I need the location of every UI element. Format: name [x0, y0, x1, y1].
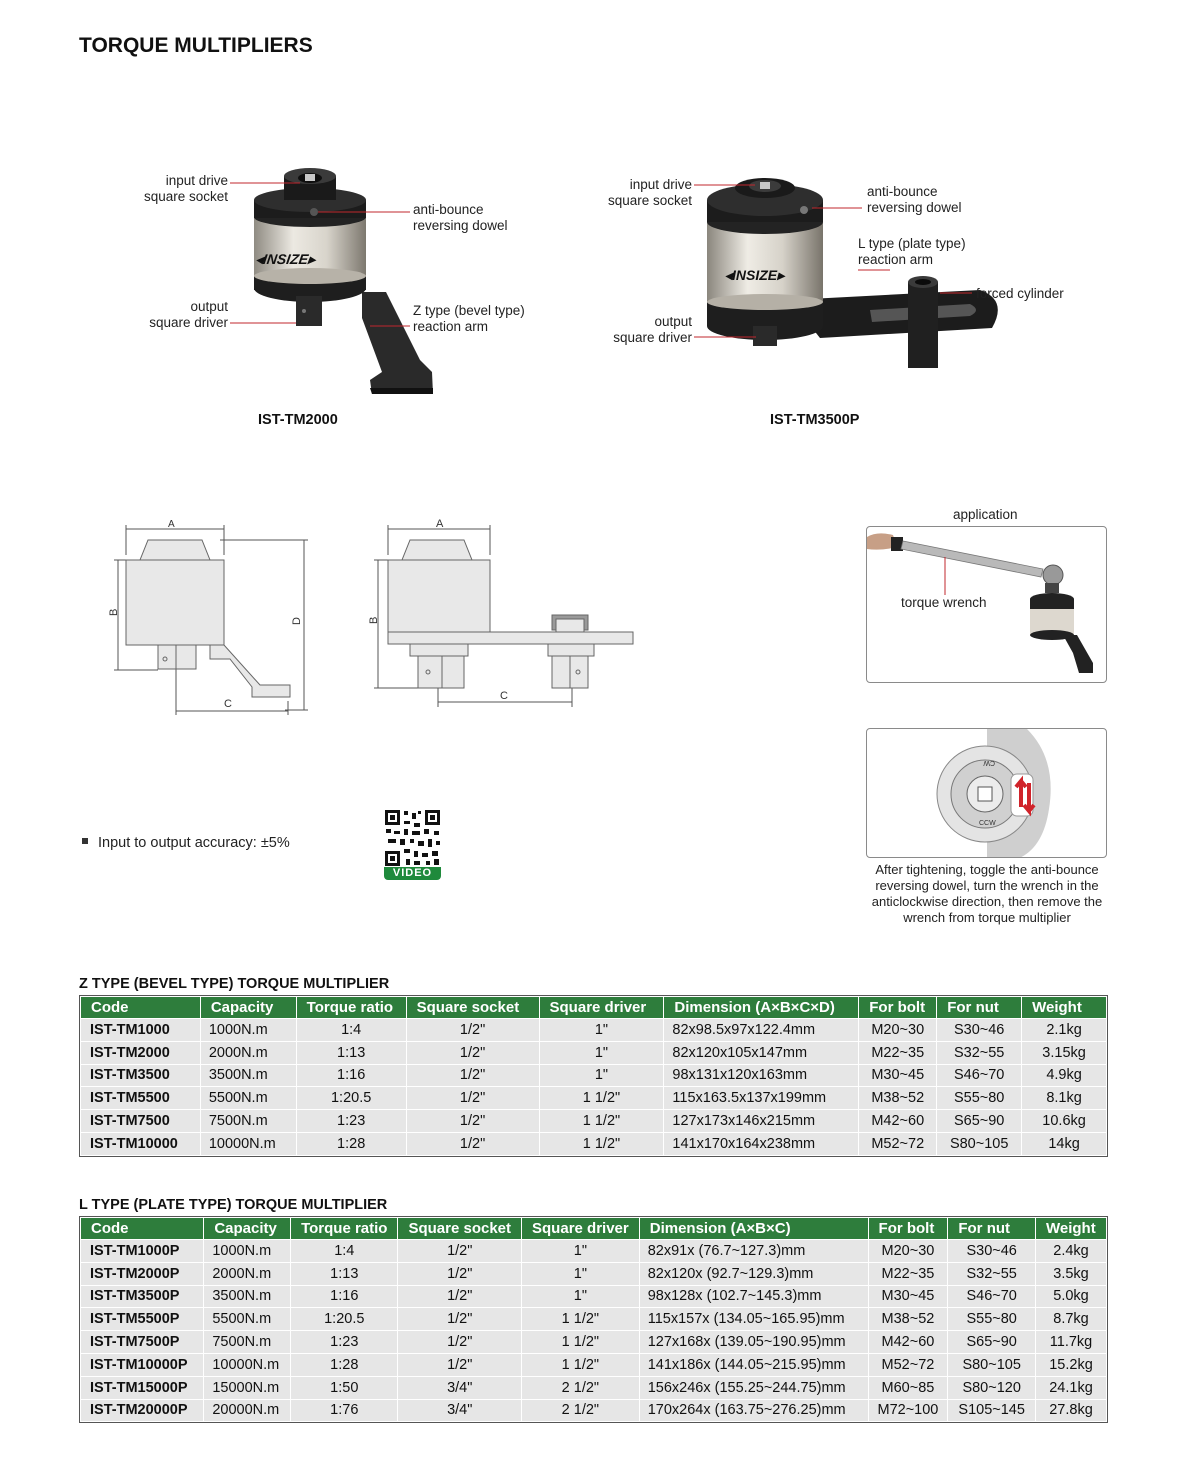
table-row [81, 1041, 1107, 1064]
table-cell: 1:28 [291, 1353, 398, 1376]
dim-l-b: B [368, 616, 380, 624]
dim-z-c: C [224, 698, 232, 710]
dowel-note: After tightening, toggle the anti-bounce reversing dowel, turn the wrench in the anticlockwise direction, then remove the wrench from torque multiplier [871, 862, 1103, 925]
table-row [81, 1110, 1107, 1133]
table-cell: 5.0kg [1036, 1285, 1107, 1308]
table-cell: 1 1/2" [522, 1353, 640, 1376]
dial-cw-label: CW [983, 759, 995, 766]
table-cell: 1/2" [398, 1240, 522, 1263]
table-cell: 3500N.m [200, 1064, 296, 1087]
column-header: Weight [1036, 1218, 1107, 1240]
table-cell: 98x128x (102.7~145.3)mm [639, 1285, 868, 1308]
table-cell: 1:16 [291, 1285, 398, 1308]
table-cell: 10000N.m [204, 1353, 291, 1376]
z-table-title: Z TYPE (BEVEL TYPE) TORQUE MULTIPLIER [79, 976, 390, 992]
table-cell: 1:20.5 [291, 1308, 398, 1331]
column-header: Square socket [406, 997, 539, 1019]
table-cell: 98x131x120x163mm [664, 1064, 859, 1087]
column-header: For nut [937, 997, 1022, 1019]
table-cell: 1/2" [406, 1087, 539, 1110]
table-cell: 1" [539, 1019, 664, 1042]
label-input-socket-left: input drive square socket [143, 173, 228, 204]
table-cell: M42~60 [859, 1110, 937, 1133]
column-header: Square driver [522, 1218, 640, 1240]
label-forced-cylinder: forced cylinder [976, 286, 1064, 301]
table-row [81, 1376, 1107, 1399]
table-cell: 20000N.m [204, 1399, 291, 1422]
table-row [81, 1087, 1107, 1110]
table-row [81, 1240, 1107, 1263]
video-badge: VIDEO [384, 867, 441, 880]
table-cell: 2 1/2" [522, 1376, 640, 1399]
table-cell: 15000N.m [204, 1376, 291, 1399]
table-cell: 82x91x (76.7~127.3)mm [639, 1240, 868, 1263]
table-cell: 1" [522, 1240, 640, 1263]
table-header-row [81, 997, 1107, 1019]
column-header: Code [81, 997, 201, 1019]
qr-code-icon [384, 809, 441, 867]
table-cell: 7500N.m [200, 1110, 296, 1133]
product-code-cell: IST-TM7500P [81, 1331, 204, 1354]
column-header: Torque ratio [296, 997, 406, 1019]
table-cell: M42~60 [868, 1331, 948, 1354]
label-arm-left: Z type (bevel type) reaction arm [413, 303, 525, 334]
table-cell: 1:4 [291, 1240, 398, 1263]
table-cell: S30~46 [948, 1240, 1036, 1263]
table-cell: 82x98.5x97x122.4mm [664, 1019, 859, 1042]
table-cell: 7500N.m [204, 1331, 291, 1354]
table-cell: M22~35 [859, 1041, 937, 1064]
table-cell: 1" [522, 1285, 640, 1308]
product-code-cell: IST-TM7500 [81, 1110, 201, 1133]
model-label-left: IST-TM2000 [258, 412, 338, 428]
table-cell: M38~52 [859, 1087, 937, 1110]
table-row [81, 1308, 1107, 1331]
table-cell: 141x186x (144.05~215.95)mm [639, 1353, 868, 1376]
table-cell: 1/2" [398, 1308, 522, 1331]
table-row [81, 1064, 1107, 1087]
table-cell: 24.1kg [1036, 1376, 1107, 1399]
product-code-cell: IST-TM10000 [81, 1132, 201, 1155]
table-cell: S80~120 [948, 1376, 1036, 1399]
model-label-right: IST-TM3500P [770, 412, 860, 428]
column-header: For bolt [868, 1218, 948, 1240]
table-cell: 1/2" [406, 1110, 539, 1133]
table-cell: 1 1/2" [539, 1110, 664, 1133]
label-output-driver-left: output square driver [149, 299, 228, 330]
table-cell: 1:16 [296, 1064, 406, 1087]
torque-wrench-label: torque wrench [901, 595, 987, 610]
brand-logo-left: ◂INSIZE▸ [254, 251, 317, 267]
table-row [81, 1285, 1107, 1308]
table-cell: M20~30 [859, 1019, 937, 1042]
label-antibounce-right: anti-bounce reversing dowel [867, 184, 962, 215]
qr-video-link[interactable] [384, 809, 441, 881]
table-cell: S55~80 [937, 1087, 1022, 1110]
table-cell: M20~30 [868, 1240, 948, 1263]
table-cell: 15.2kg [1036, 1353, 1107, 1376]
table-cell: 14kg [1022, 1132, 1107, 1155]
table-cell: 1/2" [406, 1019, 539, 1042]
product-code-cell: IST-TM20000P [81, 1399, 204, 1422]
application-title: application [953, 507, 1018, 522]
table-cell: 5500N.m [204, 1308, 291, 1331]
table-cell: 1 1/2" [522, 1308, 640, 1331]
table-cell: 1:76 [291, 1399, 398, 1422]
product-code-cell: IST-TM5500P [81, 1308, 204, 1331]
dial-ccw-label: CCW [979, 820, 996, 827]
table-cell: 2.1kg [1022, 1019, 1107, 1042]
table-cell: M30~45 [868, 1285, 948, 1308]
table-cell: M30~45 [859, 1064, 937, 1087]
table-cell: 1000N.m [200, 1019, 296, 1042]
table-row [81, 1262, 1107, 1285]
column-header: Weight [1022, 997, 1107, 1019]
column-header: Dimension (A×B×C×D) [664, 997, 859, 1019]
table-cell: M52~72 [859, 1132, 937, 1155]
table-cell: 141x170x164x238mm [664, 1132, 859, 1155]
dowel-image [866, 728, 1107, 858]
product-code-cell: IST-TM2000 [81, 1041, 201, 1064]
dim-l-c: C [500, 690, 508, 702]
table-cell: 1/2" [398, 1262, 522, 1285]
table-cell: M60~85 [868, 1376, 948, 1399]
column-header: For nut [948, 1218, 1036, 1240]
column-header: Code [81, 1218, 204, 1240]
table-cell: 1/2" [398, 1331, 522, 1354]
dim-l-a: A [436, 518, 444, 530]
accuracy-text: Input to output accuracy: ±5% [98, 835, 290, 851]
table-cell: S65~90 [948, 1331, 1036, 1354]
table-cell: S80~105 [937, 1132, 1022, 1155]
product-code-cell: IST-TM5500 [81, 1087, 201, 1110]
table-cell: 1/2" [398, 1353, 522, 1376]
bullet-icon [82, 838, 88, 844]
l-type-spec-table [80, 1217, 1107, 1422]
label-antibounce-left: anti-bounce reversing dowel [413, 202, 508, 233]
table-cell: 4.9kg [1022, 1064, 1107, 1087]
table-cell: 170x264x (163.75~276.25)mm [639, 1399, 868, 1422]
l-table-title: L TYPE (PLATE TYPE) TORQUE MULTIPLIER [79, 1197, 388, 1213]
product-code-cell: IST-TM1000P [81, 1240, 204, 1263]
table-cell: 3500N.m [204, 1285, 291, 1308]
table-cell: 1/2" [398, 1285, 522, 1308]
accuracy-bullet [82, 835, 290, 851]
table-row [81, 1019, 1107, 1042]
table-cell: 1 1/2" [539, 1132, 664, 1155]
table-cell: S55~80 [948, 1308, 1036, 1331]
table-cell: 82x120x105x147mm [664, 1041, 859, 1064]
table-cell: 156x246x (155.25~244.75)mm [639, 1376, 868, 1399]
column-header: Dimension (A×B×C) [639, 1218, 868, 1240]
table-row [81, 1331, 1107, 1354]
table-cell: 1" [522, 1262, 640, 1285]
column-header: For bolt [859, 997, 937, 1019]
product-code-cell: IST-TM2000P [81, 1262, 204, 1285]
table-cell: 1/2" [406, 1064, 539, 1087]
dim-z-d: D [291, 617, 303, 625]
table-row [81, 1399, 1107, 1422]
product-code-cell: IST-TM1000 [81, 1019, 201, 1042]
table-cell: 127x173x146x215mm [664, 1110, 859, 1133]
label-output-driver-right: output square driver [613, 314, 692, 345]
table-cell: S65~90 [937, 1110, 1022, 1133]
table-cell: 3.15kg [1022, 1041, 1107, 1064]
table-cell: 1:28 [296, 1132, 406, 1155]
page-title: TORQUE MULTIPLIERS [79, 34, 313, 57]
product-code-cell: IST-TM3500 [81, 1064, 201, 1087]
table-row [81, 1353, 1107, 1376]
table-cell: 2000N.m [200, 1041, 296, 1064]
table-cell: M22~35 [868, 1262, 948, 1285]
table-cell: S46~70 [948, 1285, 1036, 1308]
table-cell: S46~70 [937, 1064, 1022, 1087]
product-code-cell: IST-TM3500P [81, 1285, 204, 1308]
table-cell: 1:50 [291, 1376, 398, 1399]
table-cell: 8.1kg [1022, 1087, 1107, 1110]
column-header: Square socket [398, 1218, 522, 1240]
table-cell: 11.7kg [1036, 1331, 1107, 1354]
table-cell: 1:4 [296, 1019, 406, 1042]
label-arm-right: L type (plate type) reaction arm [858, 236, 966, 267]
brand-logo-right: ◂INSIZE▸ [725, 267, 785, 283]
table-cell: 1:20.5 [296, 1087, 406, 1110]
table-cell: 127x168x (139.05~190.95)mm [639, 1331, 868, 1354]
table-cell: 115x163.5x137x199mm [664, 1087, 859, 1110]
dimension-drawing-l-type [360, 515, 640, 710]
table-cell: 1:23 [296, 1110, 406, 1133]
table-cell: 1/2" [406, 1132, 539, 1155]
table-cell: 1/2" [406, 1041, 539, 1064]
table-cell: 1" [539, 1064, 664, 1087]
table-cell: S80~105 [948, 1353, 1036, 1376]
table-cell: S105~145 [948, 1399, 1036, 1422]
table-cell: 3.5kg [1036, 1262, 1107, 1285]
table-cell: 1:13 [296, 1041, 406, 1064]
column-header: Capacity [204, 1218, 291, 1240]
table-cell: 1 1/2" [522, 1331, 640, 1354]
table-cell: S32~55 [948, 1262, 1036, 1285]
table-cell: S32~55 [937, 1041, 1022, 1064]
table-cell: 8.7kg [1036, 1308, 1107, 1331]
column-header: Capacity [200, 997, 296, 1019]
column-header: Square driver [539, 997, 664, 1019]
table-cell: 2000N.m [204, 1262, 291, 1285]
column-header: Torque ratio [291, 1218, 398, 1240]
dimension-drawing-z-type [100, 515, 320, 720]
table-header-row [81, 1218, 1107, 1240]
table-cell: 3/4" [398, 1376, 522, 1399]
product-code-cell: IST-TM10000P [81, 1353, 204, 1376]
table-cell: 1" [539, 1041, 664, 1064]
table-cell: 1:13 [291, 1262, 398, 1285]
table-cell: M52~72 [868, 1353, 948, 1376]
table-cell: 1000N.m [204, 1240, 291, 1263]
dim-z-b: B [108, 608, 120, 616]
z-type-spec-table [80, 996, 1107, 1156]
table-cell: M72~100 [868, 1399, 948, 1422]
table-cell: 1:23 [291, 1331, 398, 1354]
table-cell: 27.8kg [1036, 1399, 1107, 1422]
table-cell: 115x157x (134.05~165.95)mm [639, 1308, 868, 1331]
table-row [81, 1132, 1107, 1155]
table-cell: 10.6kg [1022, 1110, 1107, 1133]
dim-z-a: A [168, 519, 175, 530]
table-cell: 5500N.m [200, 1087, 296, 1110]
table-cell: M38~52 [868, 1308, 948, 1331]
label-input-socket-right: input drive square socket [607, 177, 692, 208]
table-cell: S30~46 [937, 1019, 1022, 1042]
table-cell: 2 1/2" [522, 1399, 640, 1422]
table-cell: 82x120x (92.7~129.3)mm [639, 1262, 868, 1285]
product-code-cell: IST-TM15000P [81, 1376, 204, 1399]
table-cell: 2.4kg [1036, 1240, 1107, 1263]
table-cell: 1 1/2" [539, 1087, 664, 1110]
table-cell: 3/4" [398, 1399, 522, 1422]
table-cell: 10000N.m [200, 1132, 296, 1155]
